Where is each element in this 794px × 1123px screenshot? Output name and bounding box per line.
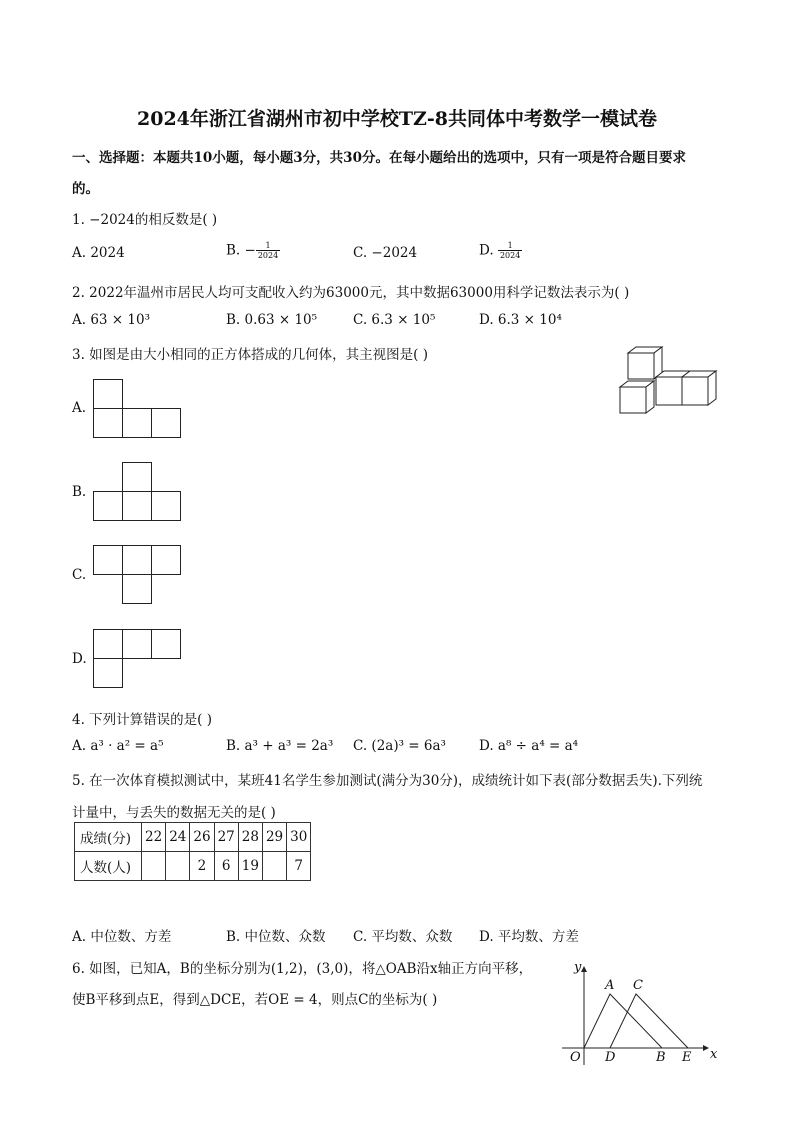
q1-option-d	[479, 241, 522, 260]
table-cell: 30	[287, 823, 311, 852]
table-cell: 24	[166, 823, 190, 852]
q1-option-d-prefix: D.	[479, 242, 498, 259]
table-cell: 成绩(分)	[75, 823, 142, 852]
q5-option-a: A. 中位数、方差	[72, 929, 172, 945]
table-cell: 28	[238, 823, 262, 852]
label-e: E	[682, 1050, 692, 1065]
table-cell: 22	[142, 823, 166, 852]
q2-option-b: B. 0.63 × 10⁵	[226, 312, 318, 328]
table-cell	[262, 852, 286, 881]
q6-stem-line1: 6. 如图，已知A，B的坐标分别为(1,2)，(3,0)，将△OAB沿x轴正方向平移，	[72, 961, 533, 977]
label-y: y	[574, 960, 582, 975]
q1-option-d-fraction	[498, 241, 522, 260]
q3-option-d-figure	[93, 629, 183, 689]
q1-option-b-numerator: 1	[256, 241, 280, 251]
table-cell: 26	[190, 823, 214, 852]
table-cell: 人数(人)	[75, 852, 142, 881]
section-instructions-line2: 的。	[72, 181, 99, 197]
q6-stem-line2: 使B平移到点E，得到△DCE，若OE = 4，则点C的坐标为( )	[72, 992, 438, 1008]
q5-option-c: C. 平均数、众数	[353, 929, 453, 945]
table-row	[75, 823, 311, 852]
q1-option-d-denominator: 2024	[499, 251, 521, 260]
table-cell: 19	[238, 852, 262, 881]
q4-option-b: B. a³ + a³ = 2a³	[226, 738, 334, 754]
triangle-dce	[610, 994, 688, 1048]
label-x: x	[710, 1047, 718, 1062]
q3-option-d: D.	[72, 651, 87, 667]
label-o: O	[570, 1050, 581, 1065]
q6-coordinate-figure	[560, 955, 725, 1070]
q2-stem: 2. 2022年温州市居民人均可支配收入约为63000元，其中数据63000用科学记数法表示为( )	[72, 285, 630, 301]
label-a: A	[605, 978, 615, 993]
q3-cube-figure	[616, 345, 726, 417]
table-cell: 7	[287, 852, 311, 881]
q3-option-c-figure	[93, 545, 183, 605]
table-cell	[166, 852, 190, 881]
q1-option-d-numerator: 1	[498, 241, 522, 251]
q5-stem-line1: 5. 在一次体育模拟测试中，某班41名学生参加测试(满分为30分)，成绩统计如下表(部分数据丢失).下列统	[72, 773, 703, 789]
q5-stem-line2: 计量中，与丢失的数据无关的是( )	[72, 805, 276, 821]
q5-option-b: B. 中位数、众数	[226, 929, 326, 945]
q3-option-b: B.	[72, 484, 87, 500]
q5-score-table	[74, 822, 311, 881]
q3-option-a-figure	[93, 379, 183, 439]
q3-option-c: C.	[72, 567, 87, 583]
table-cell	[142, 852, 166, 881]
table-row	[75, 852, 311, 881]
label-d: D	[605, 1050, 616, 1065]
q4-stem: 4. 下列计算错误的是( )	[72, 712, 212, 728]
q1-option-a: A. 2024	[72, 245, 125, 261]
q2-option-a: A. 63 × 10³	[72, 312, 150, 328]
q4-option-d: D. a⁸ ÷ a⁴ = a⁴	[479, 738, 579, 754]
q1-option-b-prefix: B. −	[226, 242, 256, 259]
q1-stem: 1. −2024的相反数是( )	[72, 212, 218, 228]
table-cell: 6	[214, 852, 238, 881]
q1-option-c: C. −2024	[353, 245, 418, 261]
q3-option-a: A.	[72, 400, 87, 416]
table-cell: 29	[262, 823, 286, 852]
q2-option-d: D. 6.3 × 10⁴	[479, 312, 562, 328]
section-instructions-line1: 一、选择题：本题共10小题，每小题3分，共30分。在每小题给出的选项中，只有一项是符合题目要求	[72, 150, 686, 166]
label-b: B	[656, 1050, 666, 1065]
label-c: C	[633, 978, 643, 993]
q2-option-c: C. 6.3 × 10⁵	[353, 312, 436, 328]
q4-option-a: A. a³ · a² = a⁵	[72, 738, 164, 754]
q1-option-b	[226, 241, 280, 260]
q1-option-b-fraction	[256, 241, 280, 260]
q3-option-b-figure	[93, 462, 183, 522]
page-title: 2024年浙江省湖州市初中学校TZ-8共同体中考数学一模试卷	[137, 108, 657, 130]
q3-stem: 3. 如图是由大小相同的正方体搭成的几何体，其主视图是( )	[72, 347, 428, 363]
q5-option-d: D. 平均数、方差	[479, 929, 579, 945]
q4-option-c: C. (2a)³ = 6a³	[353, 738, 446, 754]
q1-option-b-denominator: 2024	[257, 251, 279, 260]
table-cell: 2	[190, 852, 214, 881]
table-cell: 27	[214, 823, 238, 852]
